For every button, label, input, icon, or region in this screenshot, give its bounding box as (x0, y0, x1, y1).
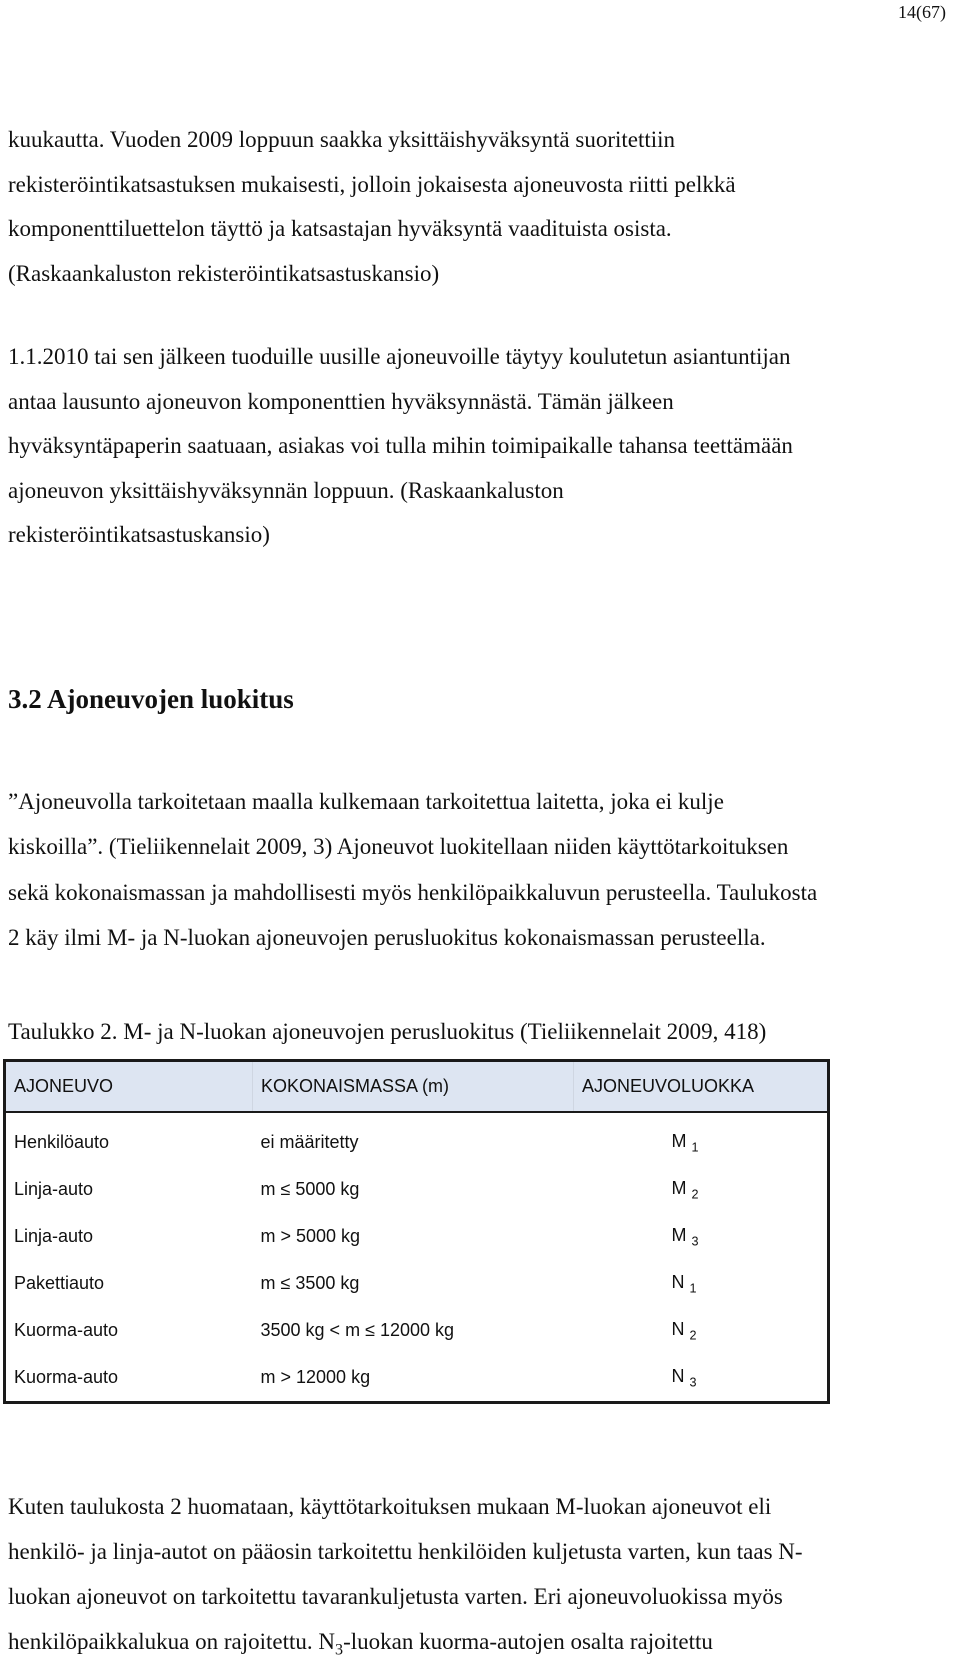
text-line: ajoneuvon yksittäishyväksynnän loppuun. (Raskaankaluston (8, 477, 564, 503)
cell-vehicle: Henkilöauto (14, 1132, 110, 1152)
table-caption: Taulukko 2. M- ja N-luokan ajoneuvojen perusluokitus (Tieliikennelait 2009, 418) (8, 1019, 767, 1044)
class-letter: M (671, 1224, 687, 1245)
header-vehicle-class: AJONEUVOLUOKKA (574, 1061, 829, 1113)
table-row (5, 1112, 829, 1166)
subscript: 3 (335, 1641, 344, 1659)
cell-vehicle: Kuorma-auto (14, 1367, 119, 1387)
paragraph-4 (8, 1484, 948, 1673)
class-letter: N (671, 1271, 685, 1292)
cell-class (574, 1112, 829, 1166)
class-letter: N (671, 1365, 685, 1386)
paragraph-3 (8, 779, 948, 961)
paragraph-1 (8, 118, 948, 296)
paragraph-2 (8, 335, 948, 558)
text-line: rekisteröintikatsastuksen mukaisesti, jolloin jokaisesta ajoneuvosta riitti pelkkä (8, 171, 736, 197)
class-subscript: 1 (689, 1281, 697, 1296)
header-total-mass: KOKONAISMASSA (m) (253, 1061, 574, 1113)
class-subscript: 3 (691, 1234, 699, 1249)
cell-class (574, 1307, 829, 1354)
table-row (5, 1213, 829, 1260)
cell-class (574, 1260, 829, 1307)
text-line: ”Ajoneuvolla tarkoitetaan maalla kulkemaan tarkoitettua laitetta, joka ei kulje (8, 789, 724, 814)
section-heading: 3.2 Ajoneuvojen luokitus (8, 684, 294, 714)
cell-class (574, 1213, 829, 1260)
class-subscript: 1 (691, 1140, 699, 1155)
header-vehicle: AJONEUVO (5, 1061, 253, 1113)
text-line: henkilö- ja linja-autot on pääosin tarkoitettu henkilöiden kuljetusta varten, kun taas N- (8, 1539, 803, 1564)
cell-mass: ei määritetty (260, 1132, 359, 1152)
class-subscript: 2 (689, 1328, 697, 1343)
table-row (5, 1166, 829, 1213)
cell-class (574, 1166, 829, 1213)
text-line: komponenttiluettelon täyttö ja katsastajan hyväksyntä vaadituista osista. (8, 216, 672, 242)
page-number: 14(67) (898, 2, 946, 22)
text-line: 2 käy ilmi M- ja N-luokan ajoneuvojen perusluokitus kokonaismassan perusteella. (8, 925, 766, 951)
text-line: antaa lausunto ajoneuvon komponenttien hyväksynnästä. Tämän jälkeen (8, 388, 674, 414)
text-line: (Raskaankaluston rekisteröintikatsastuskansio) (8, 260, 440, 286)
vehicle-classification-table (3, 1059, 830, 1404)
table-row (5, 1260, 829, 1307)
text-line: 1.1.2010 tai sen jälkeen tuoduille uusille ajoneuvoille täytyy koulutetun asiantuntijan (8, 344, 791, 369)
text-line: kuukautta. Vuoden 2009 loppuun saakka yksittäishyväksyntä suoritettiin (8, 127, 676, 152)
table-row (5, 1354, 829, 1403)
table-row (5, 1307, 829, 1354)
text-line: sekä kokonaismassan ja mahdollisesti myös henkilöpaikkaluvun perusteella. Taulukosta (8, 879, 818, 905)
cell-vehicle: Kuorma-auto (14, 1320, 119, 1340)
cell-vehicle: Linja-auto (14, 1226, 94, 1246)
text-fragment: henkilöpaikkalukua on rajoitettu. N (8, 1629, 336, 1654)
text-line: luokan ajoneuvot on tarkoitettu tavarankuljetusta varten. Eri ajoneuvoluokissa myös (8, 1584, 783, 1609)
class-subscript: 2 (691, 1187, 699, 1202)
cell-class (574, 1354, 829, 1403)
text-line: Kuten taulukosta 2 huomataan, käyttötarkoituksen mukaan M-luokan ajoneuvot eli (8, 1494, 772, 1519)
class-letter: M (671, 1130, 687, 1151)
text-line: rekisteröintikatsastuskansio) (8, 522, 270, 548)
table-header-row (5, 1061, 829, 1113)
text-line: hyväksyntäpaperin saatuaan, asiakas voi tulla mihin toimipaikalle tahansa teettämään (8, 433, 793, 459)
text-line (8, 1619, 948, 1673)
cell-mass: m ≤ 5000 kg (260, 1179, 360, 1199)
text-line: kiskoilla”. (Tieliikennelait 2009, 3) Ajoneuvot luokitellaan niiden käyttötarkoituksen (8, 834, 789, 860)
class-letter: M (671, 1177, 687, 1198)
cell-mass: m > 5000 kg (260, 1226, 361, 1246)
text-fragment: -luokan kuorma-autojen osalta rajoitettu (343, 1629, 713, 1654)
cell-mass: m ≤ 3500 kg (260, 1273, 360, 1293)
cell-vehicle: Linja-auto (14, 1179, 94, 1199)
cell-mass: 3500 kg < m ≤ 12000 kg (260, 1320, 455, 1340)
cell-mass: m > 12000 kg (260, 1367, 371, 1387)
class-letter: N (671, 1318, 685, 1339)
class-subscript: 3 (689, 1375, 697, 1390)
cell-vehicle: Pakettiauto (14, 1273, 105, 1293)
